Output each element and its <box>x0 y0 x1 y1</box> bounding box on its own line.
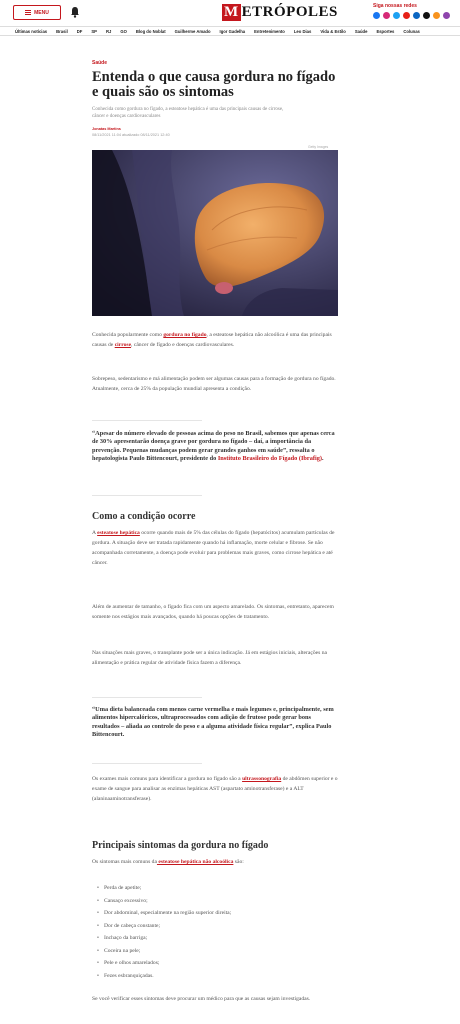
nav-item[interactable]: Esportes <box>376 28 395 34</box>
link-ibrafig[interactable]: Instituto Brasileiro do Fígado (Ibrafig) <box>217 455 322 463</box>
list-item: • Cansaço excessivo; <box>104 895 231 908</box>
main-nav <box>0 26 460 36</box>
nav-item[interactable]: SP <box>91 28 97 34</box>
link-esteatose-hepatica[interactable]: esteatose hepática <box>97 530 140 536</box>
list-item: • Dor abdominal, especialmente na região superior direita; <box>104 907 231 920</box>
twitter-icon[interactable] <box>393 12 400 19</box>
symptoms-list <box>104 882 231 982</box>
list-item: • Pele e olhos amarelados; <box>104 957 231 970</box>
linkedin-icon[interactable] <box>413 12 420 19</box>
list-item: • Fezes esbranquiçadas. <box>104 970 231 983</box>
liver-illustration <box>92 150 338 316</box>
kwai-icon[interactable] <box>433 12 440 19</box>
nav-item[interactable]: Guilherme Amado <box>174 28 211 34</box>
quote-divider <box>92 697 202 698</box>
nav-item[interactable]: Vida & Estilo <box>320 28 346 34</box>
nav-item[interactable]: Saúde <box>354 28 368 34</box>
hero-image <box>92 150 338 316</box>
list-item: • Dor de cabeça constante; <box>104 920 231 933</box>
article-title: Entenda o que causa gordura no fígado e quais são os sintomas <box>92 69 336 100</box>
nav-item[interactable]: GO <box>120 28 127 34</box>
paragraph-6: Os exames mais comuns para identificar a gordura no fígado são a ultrassonografia de abdômen superior e o exame de sangue para analisar as enzimas hepáticas AST (aspartato aminotransferase) e a ALT (alaninaaminotransferase). <box>92 776 338 802</box>
article-subtitle: Conhecida como gordura no fígado, a esteatose hepática é uma das principais causas de cirrose, câncer e doenças cardiovasculares <box>92 107 284 119</box>
nav-item[interactable]: Leo Dias <box>293 28 312 34</box>
paragraph-5: Nas situações mais graves, o transplante pode ser a única indicação. Já em estágios iniciais, alterações na alimentação e prática regular de atividade física fazem a diferença. <box>92 650 328 666</box>
menu-label: MENU <box>34 9 49 16</box>
nav-item[interactable]: Igor Gadelha <box>219 28 246 34</box>
paragraph-7: Os sintomas mais comuns da esteatose hepática não alcoólica são: <box>92 859 244 865</box>
nav-item[interactable]: RJ <box>105 28 112 34</box>
author-name[interactable]: Jonatas Martins <box>92 127 121 131</box>
top-header <box>0 0 460 26</box>
list-item: • Perda de apetite; <box>104 882 231 895</box>
tiktok-icon[interactable] <box>423 12 430 19</box>
social-links <box>373 12 450 19</box>
list-item: • Coceira na pele; <box>104 945 231 958</box>
link-esteatose-nao-alcoolica[interactable]: esteatose hepática não alcoólica <box>156 859 234 865</box>
hamburger-icon <box>25 10 31 15</box>
pull-quote-1: “Apesar do número elevado de pessoas acima do peso no Brasil, sabemos que apenas cerca de 30% apresentarão doença grave por gordura no fígado – daí, a importância da prevenção. Pequenas mudanças podem gerar grandes ganhos em saúde”, ressalta o hepatologista Paulo Bittencourt, presidente do Instituto Brasileiro do Fígado (Ibrafig). <box>92 430 335 463</box>
nav-item[interactable]: DF <box>76 28 83 34</box>
quote-divider <box>92 495 202 496</box>
paragraph-2: Sobrepeso, sedentarismo e má alimentação podem ser algumas causas para a formação de gordura no fígado. Atualmente, cerca de 25% da população mundial apresenta a condição. <box>92 376 336 392</box>
link-cirrose[interactable]: cirrose <box>114 342 132 348</box>
publish-dates: 08/11/2021 11:04 atualizado 08/11/2021 12:40 <box>92 133 170 137</box>
nav-item[interactable]: Brasil <box>56 28 68 34</box>
quote-divider <box>92 763 202 764</box>
podcast-icon[interactable] <box>443 12 450 19</box>
pull-quote-2: “Uma dieta balanceada com menos carne vermelha e mais legumes e, principalmente, sem alimentos hipercalóricos, ultraprocessados com adição de frutose pode gerar bons resultados – aliada ao controle do peso e a alguma atividade física regular”, explica Paulo Bittencourt. <box>92 706 334 739</box>
list-item: • Inchaço da barriga; <box>104 932 231 945</box>
image-credit: Getty Images <box>308 145 329 149</box>
link-ultrassonografia[interactable]: ultrassonografia <box>242 776 282 782</box>
paragraph-4: Além de aumentar de tamanho, o fígado fica com um aspecto amarelado. Os sintomas, entretanto, aparecem somente nos estágios mais avançados, quando há poucas opções de tratamento. <box>92 604 334 620</box>
nav-item[interactable]: Blog do Noblat <box>135 28 166 34</box>
nav-item[interactable]: Entretenimento <box>254 28 285 34</box>
link-gordura-no-figado[interactable]: gordura no fígado <box>163 332 207 338</box>
facebook-icon[interactable] <box>373 12 380 19</box>
section-heading-2: Principais sintomas da gordura no fígado <box>92 840 269 851</box>
paragraph-1: Conhecida popularmente como gordura no fígado, a esteatose hepática não alcoólica é uma das principais causas de cirrose, câncer de fígado e doenças cardiovasculares. <box>92 332 332 348</box>
social-title: Siga nossas redes <box>373 3 417 9</box>
youtube-icon[interactable] <box>403 12 410 19</box>
menu-button[interactable] <box>13 5 61 20</box>
nav-item[interactable]: Colunas <box>403 28 420 34</box>
section-heading-1: Como a condição ocorre <box>92 511 196 522</box>
category-label[interactable]: Saúde <box>92 60 108 66</box>
nav-item[interactable]: Últimas notícias <box>15 28 48 34</box>
paragraph-3: A esteatose hepática ocorre quando mais de 5% das células do fígado (hepatócitos) acumulam partículas de gordura. A situação deve ser tratada rapidamente quando há inflamação, morte celular e fibrose. Se não acompanhada corretamente, a doença pode evoluir para problemas mais graves, como cirrose hepática e até câncer. <box>92 530 335 566</box>
instagram-icon[interactable] <box>383 12 390 19</box>
site-logo[interactable]: M ETRÓPOLES <box>224 4 338 20</box>
quote-divider <box>92 420 202 421</box>
bell-icon[interactable] <box>70 6 80 18</box>
paragraph-8: Se você verificar esses sintomas deve procurar um médico para que as causas sejam investigadas. <box>92 996 311 1002</box>
